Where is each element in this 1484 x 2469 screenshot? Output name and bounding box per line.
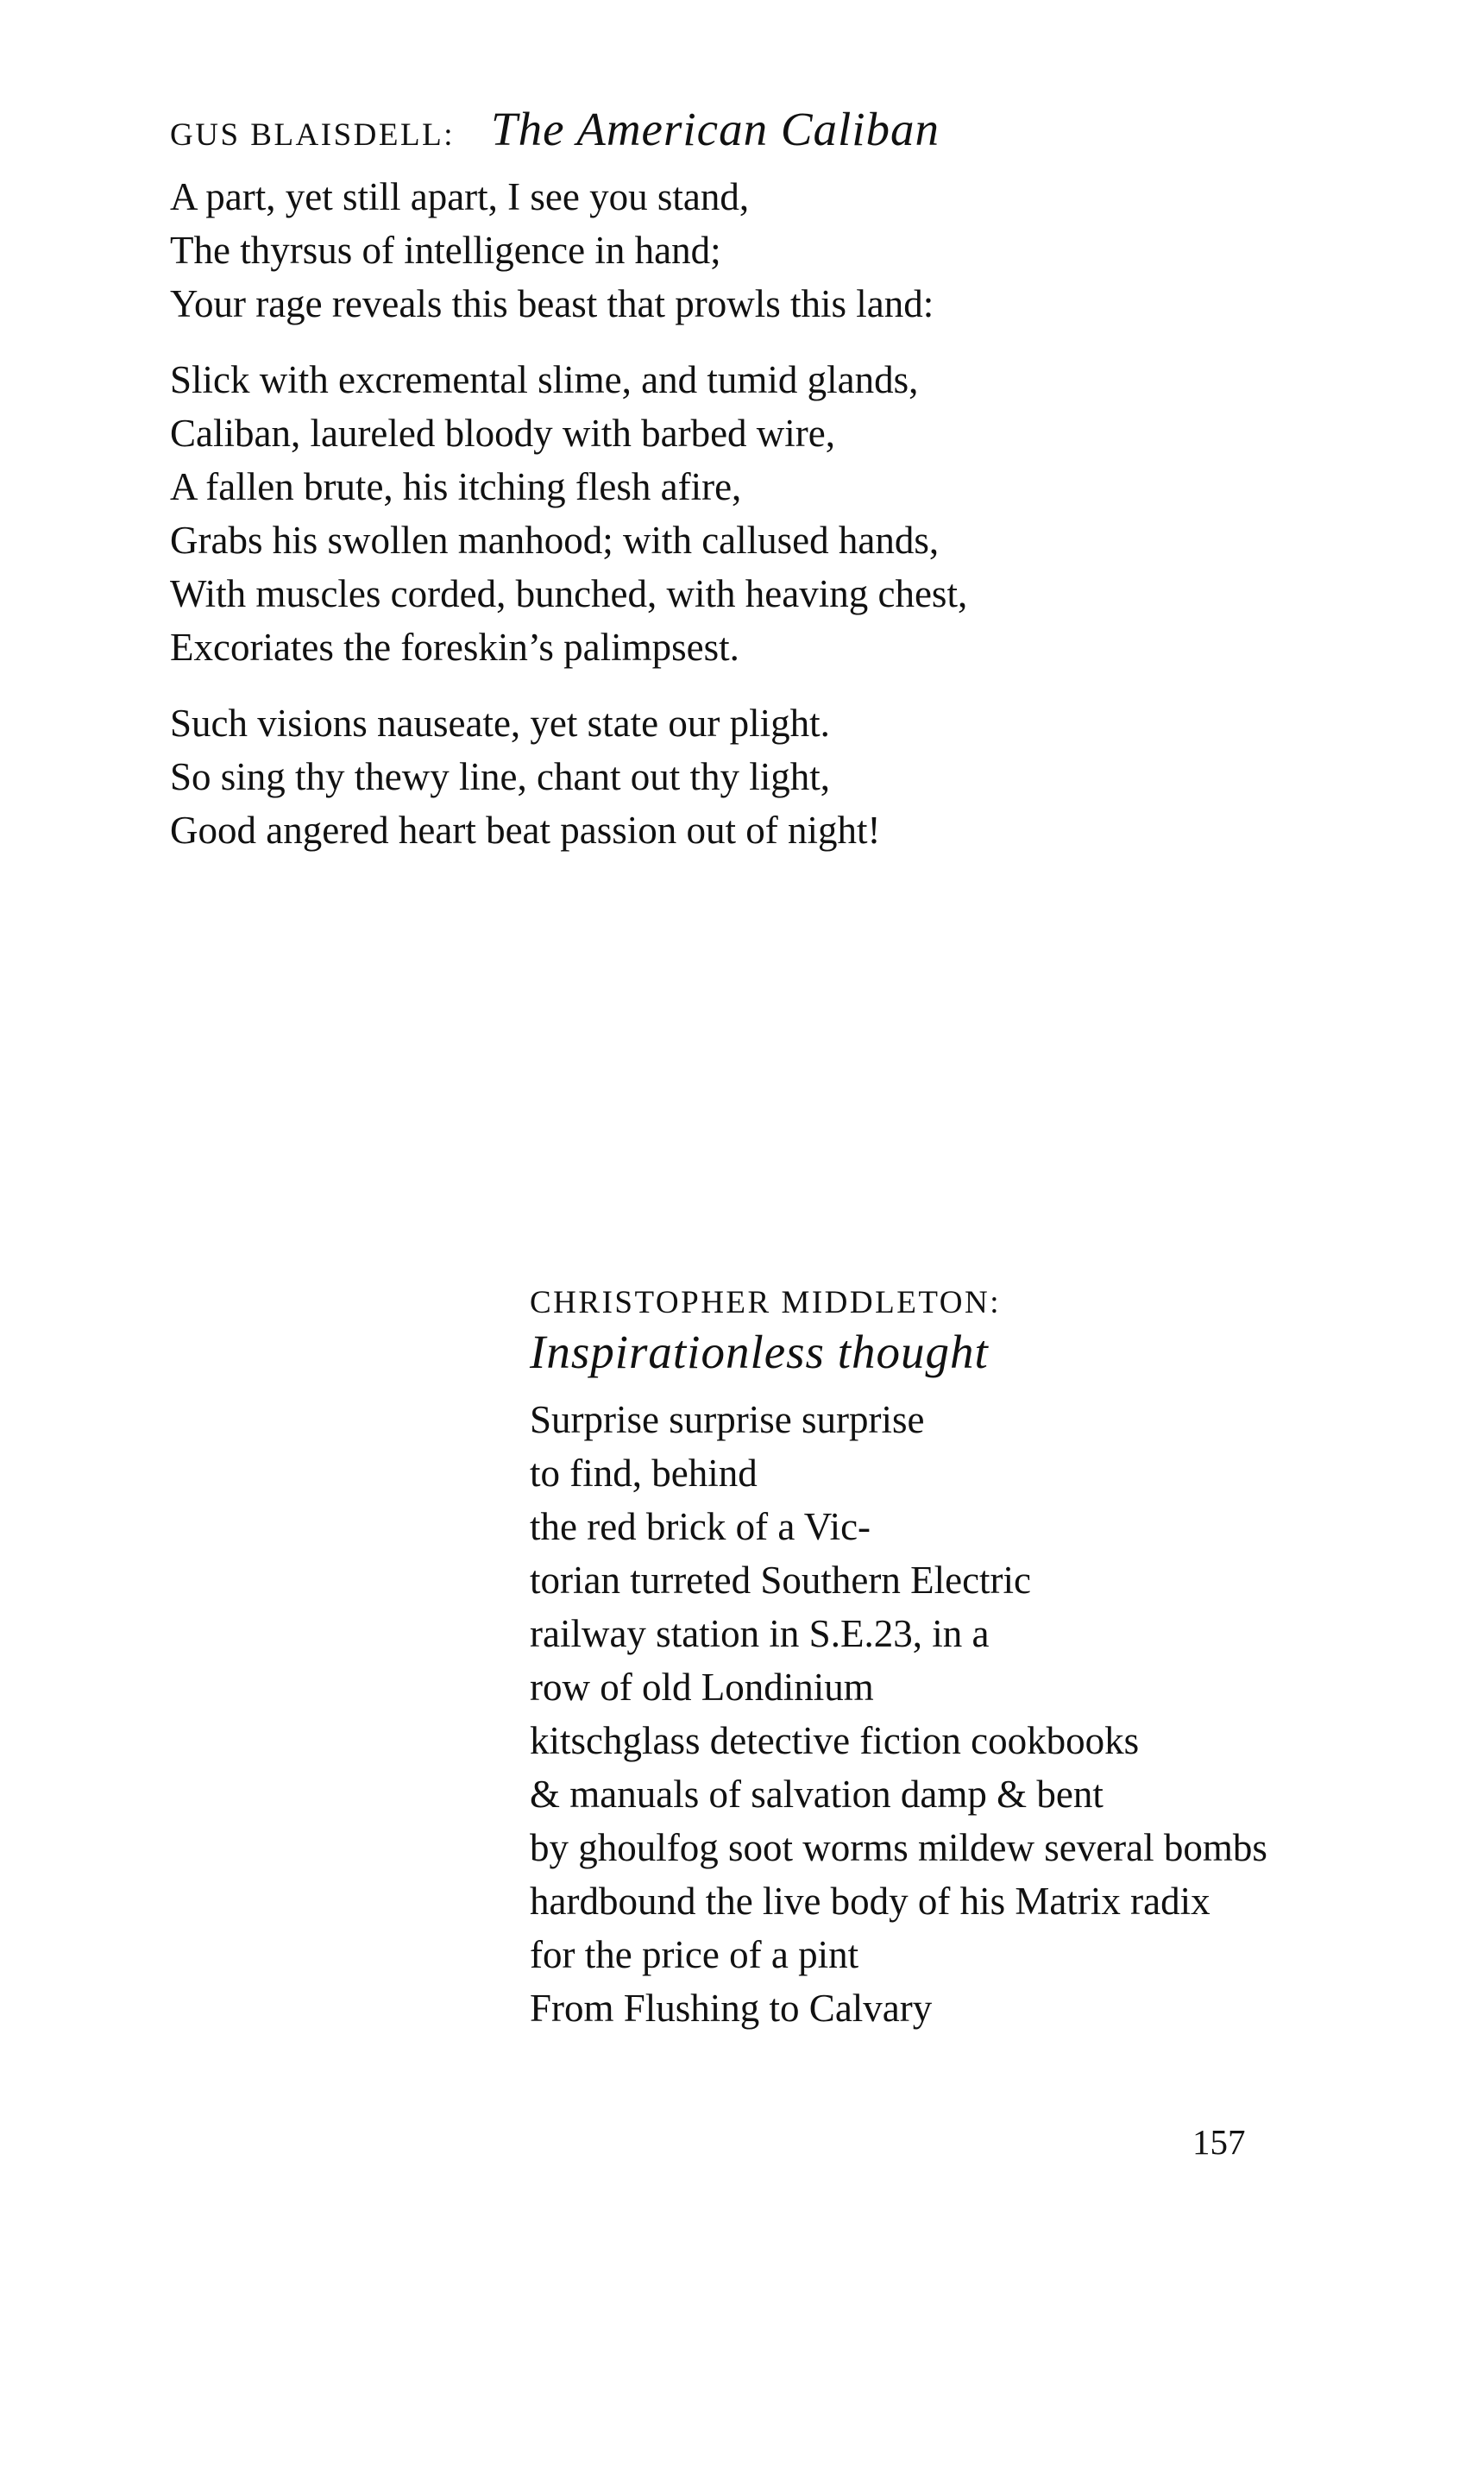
poem-author: CHRISTOPHER MIDDLETON: [530, 1285, 1001, 1320]
poem-line: by ghoulfog soot worms mildew several bombs [530, 1826, 1267, 1869]
poem-author: GUS BLAISDELL: [170, 117, 455, 153]
stanza [170, 353, 1361, 674]
poem-line: Slick with excremental slime, and tumid glands, [170, 358, 919, 401]
poem-line: Grabs his swollen manhood; with callused hands, [170, 519, 940, 562]
poem-heading [170, 102, 1361, 156]
poem-line: A fallen brute, his itching flesh afire, [170, 465, 742, 508]
poem-line: Good angered heart beat passion out of night! [170, 809, 881, 852]
poem-title: The American Caliban [490, 103, 940, 155]
poem-line: to find, behind [530, 1452, 758, 1495]
poem-line: for the price of a pint [530, 1933, 859, 1976]
stanza [170, 696, 1361, 857]
poem-heading [530, 1284, 1462, 1379]
poem-line: From Flushing to Calvary [530, 1987, 933, 2030]
poem-line: The thyrsus of intelligence in hand; [170, 229, 721, 272]
poem-line: torian turreted Southern Electric [530, 1559, 1032, 1602]
poem-line: So sing thy thewy line, chant out thy light, [170, 755, 830, 798]
poem-line: A part, yet still apart, I see you stand, [170, 175, 750, 218]
page-number: 157 [1192, 2122, 1246, 2162]
poem-line: With muscles corded, bunched, with heaving chest, [170, 572, 968, 615]
poem-line: Excoriates the foreskin’s palimpsest. [170, 626, 739, 669]
poem-line: hardbound the live body of his Matrix radix [530, 1880, 1210, 1923]
poem-american-caliban [170, 102, 1361, 879]
poem-line: the red brick of a Vic- [530, 1505, 871, 1548]
stanza [170, 170, 1361, 331]
poem-line: Your rage reveals this beast that prowls this land: [170, 282, 934, 325]
poem-line: railway station in S.E.23, in a [530, 1612, 990, 1655]
poem-line: & manuals of salvation damp & bent [530, 1773, 1104, 1816]
poem-inspirationless-thought [530, 1284, 1462, 2057]
poem-line: kitschglass detective fiction cookbooks [530, 1719, 1140, 1762]
poem-line: Caliban, laureled bloody with barbed wire, [170, 412, 836, 455]
poem-line: row of old Londinium [530, 1666, 874, 1709]
poem-title: Inspirationless thought [530, 1326, 989, 1378]
poem-line: Surprise surprise surprise [530, 1398, 925, 1441]
poem-line: Such visions nauseate, yet state our plight. [170, 702, 830, 745]
stanza [530, 1393, 1462, 2035]
